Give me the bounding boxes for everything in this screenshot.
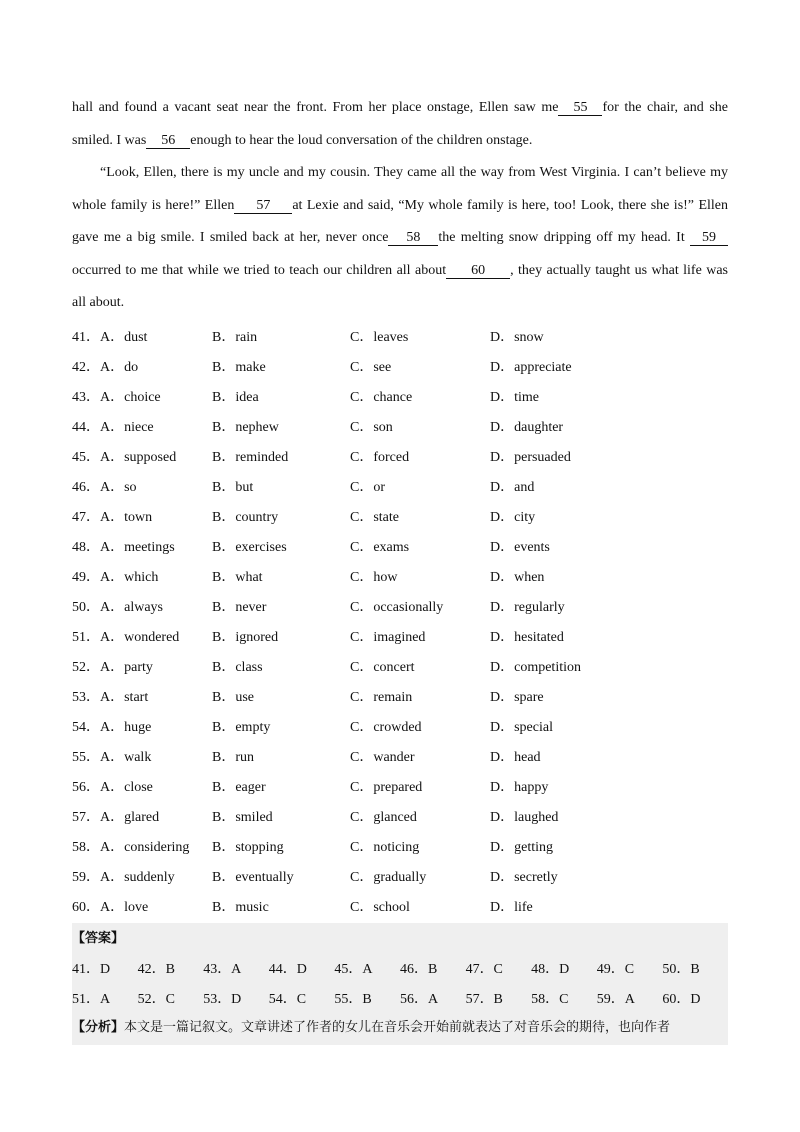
option-b: B．exercises: [212, 539, 287, 555]
answer-item: 58．C: [531, 991, 569, 1007]
answer-item: 60．D: [662, 991, 701, 1007]
question-number: 55．: [72, 749, 100, 765]
option-a: A．always: [100, 599, 163, 615]
question-number: 49．: [72, 569, 100, 585]
answer-item: 41．D: [72, 961, 111, 977]
analysis-text: 本文是一篇记叙文。文章讲述了作者的女儿在音乐会开始前就表达了对音乐会的期待，也向作者: [124, 1019, 671, 1035]
option-c: C．how: [350, 569, 398, 585]
option-a: A．huge: [100, 719, 152, 735]
option-c: C．see: [350, 359, 392, 375]
option-d: D．happy: [490, 779, 549, 795]
blank-58: 58: [388, 231, 438, 246]
option-a: A．supposed: [100, 449, 177, 465]
answer-item: 47．C: [465, 961, 503, 977]
answer-item: 43．A: [203, 961, 242, 977]
question-options-list: [72, 321, 728, 921]
analysis-label: 【分析】: [72, 1019, 125, 1035]
option-c: C．prepared: [350, 779, 423, 795]
document-page: [72, 92, 728, 1045]
question-number: 41．: [72, 329, 100, 345]
option-b: B．eventually: [212, 869, 294, 885]
question-row: [72, 801, 728, 831]
option-a: A．glared: [100, 809, 160, 825]
answer-item: 42．B: [137, 961, 175, 977]
option-d: D．time: [490, 389, 539, 405]
question-row: [72, 471, 728, 501]
answer-item: 48．D: [531, 961, 570, 977]
answer-item: 45．A: [334, 961, 373, 977]
passage-text: , they actually taught us what life was all about.: [72, 262, 728, 310]
option-d: D．life: [490, 899, 533, 915]
option-b: B．smiled: [212, 809, 273, 825]
blank-60: 60: [446, 264, 510, 279]
option-c: C．gradually: [350, 869, 427, 885]
question-number: 42．: [72, 359, 100, 375]
question-row: [72, 831, 728, 861]
question-number: 56．: [72, 779, 100, 795]
answer-item: 44．D: [268, 961, 307, 977]
answer-item: 51．A: [72, 991, 111, 1007]
option-a: A．wondered: [100, 629, 180, 645]
analysis-paragraph: [72, 1013, 728, 1043]
option-b: B．but: [212, 479, 254, 495]
question-row: [72, 441, 728, 471]
question-number: 47．: [72, 509, 100, 525]
question-row: [72, 411, 728, 441]
blank-57: 57: [234, 199, 292, 214]
option-c: C．concert: [350, 659, 415, 675]
option-c: C．exams: [350, 539, 410, 555]
passage-text: occurred to me that while we tried to teach our children all about: [72, 262, 447, 278]
question-row: [72, 741, 728, 771]
question-row: [72, 561, 728, 591]
passage-text: at Lexie and said, “My whole family is here, too! Look, there she is!” Ellen gave me a big smile. I smiled back at her, never once: [72, 197, 728, 245]
question-row: [72, 321, 728, 351]
option-d: D．laughed: [490, 809, 559, 825]
passage-text: the melting snow dripping off my head. It: [438, 230, 685, 245]
option-c: C．occasionally: [350, 599, 444, 615]
blank-56: 56: [146, 134, 190, 149]
passage-text: “Look, Ellen, there is my uncle and my cousin. They came all the way from West Virginia. I can’t believe my whole family is here!” Ellen: [72, 165, 728, 213]
question-row: [72, 861, 728, 891]
question-number: 60．: [72, 899, 100, 915]
option-d: D．and: [490, 479, 535, 495]
answer-item: 59．A: [596, 991, 635, 1007]
question-row: [72, 351, 728, 381]
option-a: A．close: [100, 779, 153, 795]
blank-59: 59: [690, 231, 728, 246]
answer-title: 【答案】: [72, 930, 125, 946]
question-number: 53．: [72, 689, 100, 705]
option-a: A．town: [100, 509, 153, 525]
option-b: B．country: [212, 509, 279, 525]
option-c: C．noticing: [350, 839, 420, 855]
answer-item: 53．D: [203, 991, 242, 1007]
question-row: [72, 621, 728, 651]
option-c: C．or: [350, 479, 385, 495]
option-c: C．forced: [350, 449, 410, 465]
answer-item: 50．B: [662, 961, 700, 977]
answer-item: 56．A: [399, 991, 439, 1007]
question-row: [72, 381, 728, 411]
answer-item: 54．C: [268, 991, 307, 1007]
question-row: [72, 891, 728, 921]
option-a: A．dust: [100, 329, 148, 345]
question-row: [72, 711, 728, 741]
answer-item: 46．B: [399, 961, 438, 977]
option-a: A．meetings: [100, 539, 175, 555]
question-row: [72, 501, 728, 531]
question-number: 45．: [72, 449, 100, 465]
question-number: 52．: [72, 659, 100, 675]
option-c: C．imagined: [350, 629, 426, 645]
answer-row: [72, 983, 728, 1013]
option-b: B．run: [212, 749, 254, 765]
option-d: D．snow: [490, 329, 544, 345]
option-c: C．crowded: [350, 719, 422, 735]
question-number: 59．: [72, 869, 100, 885]
option-c: C．school: [350, 899, 410, 915]
option-a: A．do: [100, 359, 139, 375]
option-d: D．hesitated: [490, 629, 564, 645]
option-c: C．wander: [350, 749, 415, 765]
option-d: D．regularly: [490, 599, 565, 615]
option-b: B．ignored: [212, 629, 279, 645]
option-b: B．use: [212, 689, 254, 705]
answer-row: [72, 953, 728, 983]
option-b: B．never: [212, 599, 267, 615]
option-c: C．glanced: [350, 809, 417, 825]
answer-section: [72, 923, 728, 1045]
passage-paragraph-2: [72, 157, 728, 320]
option-d: D．special: [490, 719, 553, 735]
option-a: A．start: [100, 689, 149, 705]
option-d: D．secretly: [490, 869, 558, 885]
option-a: A．suddenly: [100, 869, 175, 885]
option-b: B．idea: [212, 389, 259, 405]
passage-text: hall and found a vacant seat near the front. From her place onstage, Ellen saw me: [72, 100, 559, 115]
question-number: 44．: [72, 419, 100, 435]
option-c: C．state: [350, 509, 399, 525]
option-b: B．empty: [212, 719, 271, 735]
option-b: B．rain: [212, 329, 258, 345]
answer-item: 49．C: [596, 961, 635, 977]
option-b: B．make: [212, 359, 266, 375]
option-a: A．party: [100, 659, 153, 675]
option-d: D．head: [490, 749, 541, 765]
passage-paragraph-1: [72, 92, 728, 157]
question-number: 46．: [72, 479, 100, 495]
option-a: A．choice: [100, 389, 161, 405]
option-d: D．events: [490, 539, 550, 555]
option-b: B．nephew: [212, 419, 279, 435]
option-c: C．son: [350, 419, 393, 435]
question-row: [72, 681, 728, 711]
question-row: [72, 771, 728, 801]
option-d: D．persuaded: [490, 449, 571, 465]
question-number: 54．: [72, 719, 100, 735]
option-c: C．leaves: [350, 329, 409, 345]
question-row: [72, 531, 728, 561]
question-number: 48．: [72, 539, 100, 555]
option-a: A．niece: [100, 419, 154, 435]
option-a: A．love: [100, 899, 149, 915]
question-number: 58．: [72, 839, 100, 855]
option-a: A．so: [100, 479, 137, 495]
question-row: [72, 591, 728, 621]
passage-text: for the chair, and she smiled. I was: [72, 100, 729, 148]
question-number: 43．: [72, 389, 100, 405]
passage-text: enough to hear the loud conversation of the children onstage.: [190, 132, 533, 148]
option-a: A．which: [100, 569, 159, 585]
option-d: D．city: [490, 509, 536, 525]
option-d: D．competition: [490, 659, 581, 675]
option-d: D．appreciate: [490, 359, 572, 375]
question-number: 51．: [72, 629, 100, 645]
answer-item: 57．B: [465, 991, 503, 1007]
option-b: B．class: [212, 659, 263, 675]
option-b: B．music: [212, 899, 269, 915]
option-d: D．spare: [490, 689, 544, 705]
option-d: D．getting: [490, 839, 553, 855]
option-b: B．reminded: [212, 449, 289, 465]
question-number: 57．: [72, 809, 100, 825]
option-b: B．eager: [212, 779, 266, 795]
answer-item: 55．B: [334, 991, 372, 1007]
option-d: D．daughter: [490, 419, 564, 435]
question-number: 50．: [72, 599, 100, 615]
option-b: B．what: [212, 569, 263, 585]
answer-item: 52．C: [137, 991, 175, 1007]
blank-55: 55: [558, 101, 602, 116]
option-c: C．chance: [350, 389, 413, 405]
option-a: A．walk: [100, 749, 152, 765]
option-c: C．remain: [350, 689, 413, 705]
option-b: B．stopping: [212, 839, 284, 855]
question-row: [72, 651, 728, 681]
option-d: D．when: [490, 569, 545, 585]
option-a: A．considering: [100, 839, 190, 855]
